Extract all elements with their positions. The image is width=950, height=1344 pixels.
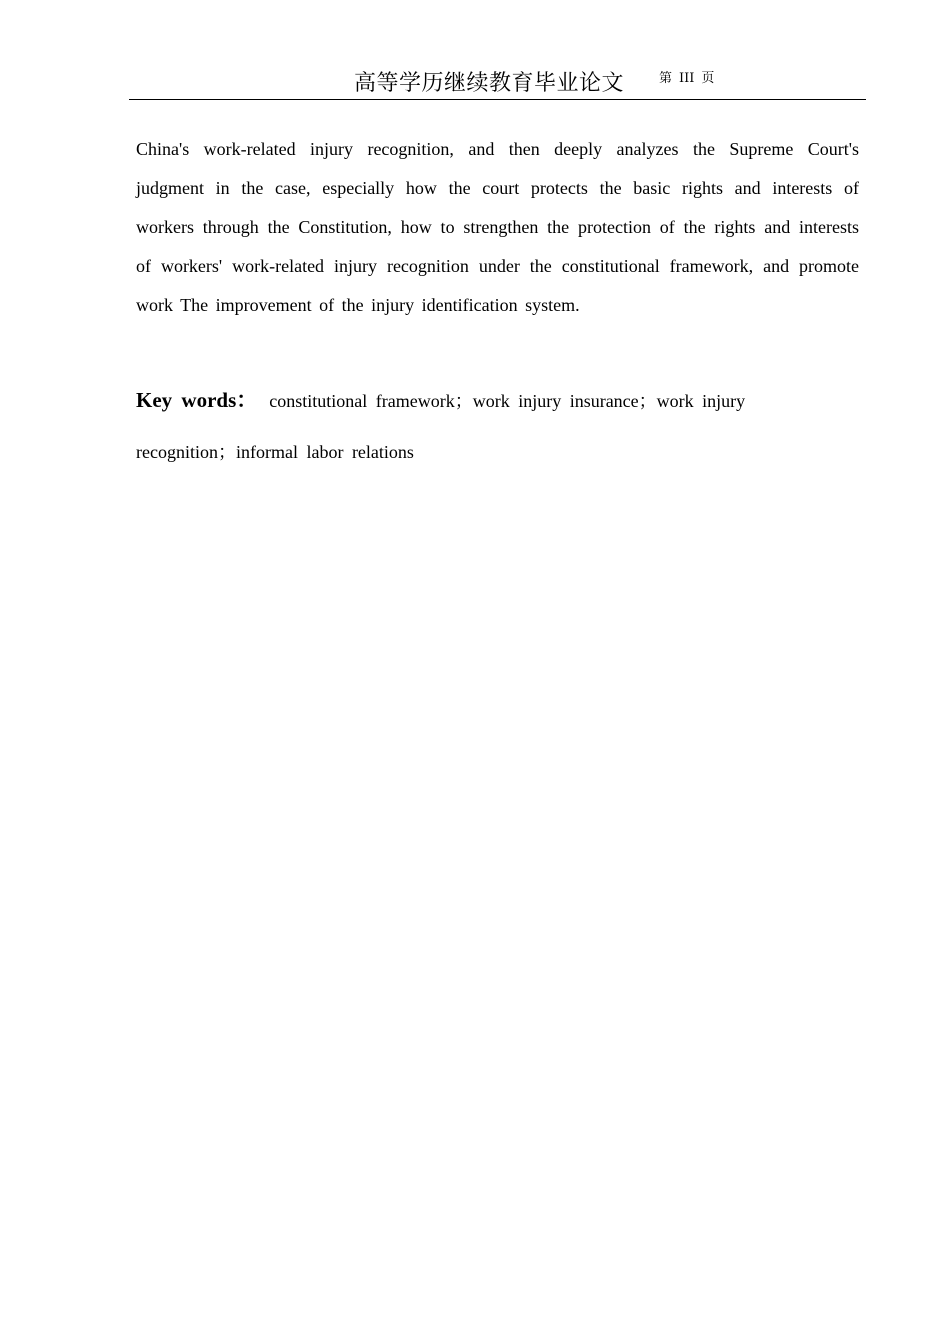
page-numeral: III <box>679 71 695 86</box>
page-header <box>129 62 866 100</box>
abstract-paragraph: China's work-related injury recognition, and then deeply analyzes the Supreme Court's judgment in the case, especially how the court protects the basic rights and interests of workers through the Constitution, how to strengthen the protection of the rights and interests of workers' work-related injury recognition under the constitutional framework, and promote work The improvement of the injury identification system. <box>136 139 859 315</box>
keywords-label: Key words： <box>136 388 258 412</box>
page-prefix: 第 <box>659 71 673 86</box>
page-number <box>659 71 721 87</box>
header-title: 高等学历继续教育毕业论文 <box>354 71 625 96</box>
keywords-list: constitutional framework；work injury insurance；work injury recognition；informal labor relations <box>136 391 746 462</box>
keywords-section <box>136 375 826 478</box>
page-suffix: 页 <box>701 71 715 86</box>
